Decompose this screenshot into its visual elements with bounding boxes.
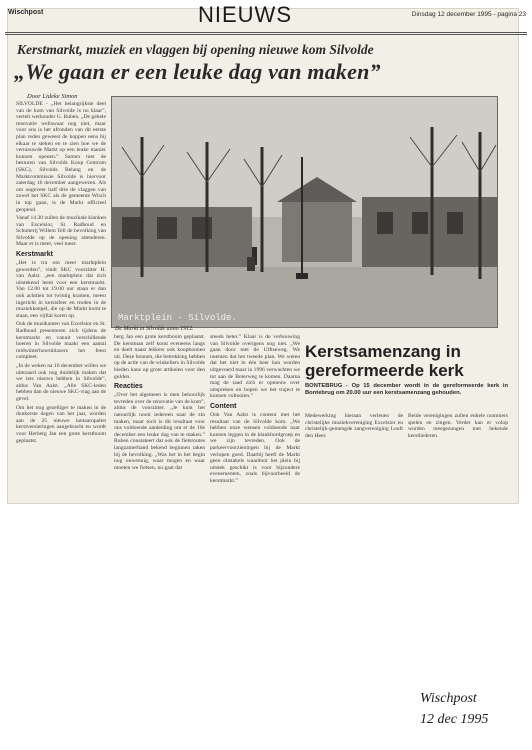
photo-label: Marktplein - Silvolde. <box>118 313 237 323</box>
paragraph: steeds beter.” Klaar is de verbouwing van Silvolde overigens nog niet. „We gaan door met de Ulftseweg. We noemen dat het tweede plan. We weten dat het niet in één keer kan worden uitgevoerd maar in 1996 verwachten we tot aan de Boterweg te komen. Daarna mag de raad zich er opnieuw over uitspreken en hopen we het traject te kunnen voltooien.” <box>210 334 300 400</box>
article-headline: „We gaan er een leuke dag van maken” <box>14 59 381 84</box>
paragraph: „In de weken na 16 december willen we uiteraard ook nog duidelijk maken dat we iets nieuws hebben in Silvolde”, aldus Van Aalst. „Alle SKC-leden hebben dan de nieuwe SKC-vlag aan de gevel. <box>16 362 106 402</box>
paragraph: Medewerking hieraan verlenen de christelijke muziekvereniging Excelsior en christelijk-gemengde zangvereniging Looft den Heer. <box>305 413 403 439</box>
paragraph: Vanaf 14.30 zullen de muzikale klanken van Excelsior, St. Radboud en Schutterij Willem Tell de bevolking van Silvolde op de opening attenderen. Maar er is meer, veel meer. <box>16 215 106 248</box>
handwritten-publication: Wischpost <box>420 691 477 706</box>
paragraph: Ook de muzikanten van Excelsior en St. Radboud presenteren zich tijdens de kerstmarkt en vanuit verschillende hoeren in Silvolde maakt een aantal midwinterhoornblazers het feest compleet. <box>16 321 106 361</box>
sidebar-intro: BONTEBRUG - Op 15 december wordt in de gereformeerde kerk in Bontebrug om 20.00 uur een kerstsamenzang gehouden. <box>305 383 508 396</box>
paragraph: Ook Van Aalst is content met het resultaat van de Silvolde kom. „We hebben onze wensen voldoende naar kunnen leggen in de klankbordgroep en we zijn tevreden. Ook de parkeervoorzieningen bij de Markt verlopen goed. Daarbij heeft de Markt geen obstakels waardoor het plein bij uitstek geschikt is voor bijzondere evenementen, zoals bijvoorbeeld de kerstmarkt.” <box>210 411 300 484</box>
paragraph: „Over het algemeen is men behoorlijk tevreden over de renovatie van de kom”, aldus de voorzitter. „Je kunt het natuurlijk nooit iedereen naar de zin maken, maar toch is dit resultaat voor ons voldoende aanleiding om er de 16e december een leuke dag van te maken.” Ruben constateert dat ook de fietsroutes langzamerhand bekend beginnen raken bij de bevolking. „Was het in het begin nog onwennig, waar mogen en waar moeten we fietsen, nu gaat dat <box>114 392 205 471</box>
article-column-3 <box>210 334 300 499</box>
subheading-content: Content <box>210 402 237 410</box>
sidebar-column-b <box>408 413 508 453</box>
date-page: Dinsdag 12 december 1995 - pagina 23 <box>411 11 526 18</box>
subheading-reacties: Reacties <box>114 383 143 391</box>
article-column-2 <box>114 334 205 499</box>
historic-photo-marktplein <box>111 96 498 328</box>
paragraph: „Het is tra om meer marktplein gewerden”, vindt SKC voorzitter H. van Aalst. „een marktplein dat zich uitstekend leent voor een kerstmarkt. Van 12.00 tot 19.00 uur staan er dan ook achttien tot twintig kramen, meest ingericht in kerstsfeer en troden in de muziekkoepel, die op de Markt komt te staan, een vijftal koren op. <box>16 260 106 319</box>
lead-paragraph: SILVOLDE - „Het belangrijkste deel van de kom van Silvolde is nu klaar”, vertelt wethouder G. Ruben. „De gehele renovatie weliswaar nog niet, maar voor ons is het afronden van dit eerste plan reden geweest de koppen eens bij elkaar te steken en te zien hoe we de vernieuwde Markt op een leuke manier kunnen openen.” Samen met de besturen van Silvolds Koop Centrum (SKC), Silvolds Belang en de Marktcommissie Silvolde is hiervoor zaterdag 16 december aangewezen. Als om ongeveer half drie de vlaggen van zowel het SKC als de gemeente Wisch in top gaan, is de Markt officieel geopend. <box>16 101 106 213</box>
article-kicker: Kerstmarkt, muziek en vlaggen bij opening nieuwe kom Silvolde <box>17 42 374 57</box>
header-rule <box>5 32 527 33</box>
article-column-1 <box>16 101 106 499</box>
paragraph: berg Jan een grote kerstboom geplaatst. De kerstman zelf komt eveneens langs en deelt naast lekkers ook koopbonnen uit. Deze bonnen, die betrekking hebben op de actie van de winkeliers in Silvolde bieden kans op grote artikelen voor den gulden. <box>114 334 205 380</box>
paragraph: Beide verenigingen zullen enkele nummers spelen en zingen. Verder kan er volop worden meegezongen met bekende kerstliederen. <box>408 413 508 439</box>
sidebar-headline: Kerstsamenzang in gereformeerde kerk <box>305 342 464 380</box>
paragraph: Om het nog gezelliger te maken in de donkerste dagen van het jaar, worden aan de 25 nieuwe lantaarnpalen kerstversieringen aangebracht en wordt voor Herberg Jan een grote kerstboom geplaatst. <box>16 404 106 444</box>
sidebar-column-a <box>305 413 403 453</box>
handwritten-date: 12 dec 1995 <box>420 712 489 727</box>
subheading-kerstmarkt: Kerstmarkt <box>16 251 53 259</box>
photo-caption: De Markt in Silvolde anno 1912. <box>115 326 194 332</box>
photo-illustration <box>112 97 497 327</box>
header-rule-2 <box>5 34 527 35</box>
publication-name: Wischpost <box>8 9 44 16</box>
section-masthead: NIEUWS <box>198 2 292 27</box>
article-byline: Door Lideke Simon <box>27 93 78 100</box>
